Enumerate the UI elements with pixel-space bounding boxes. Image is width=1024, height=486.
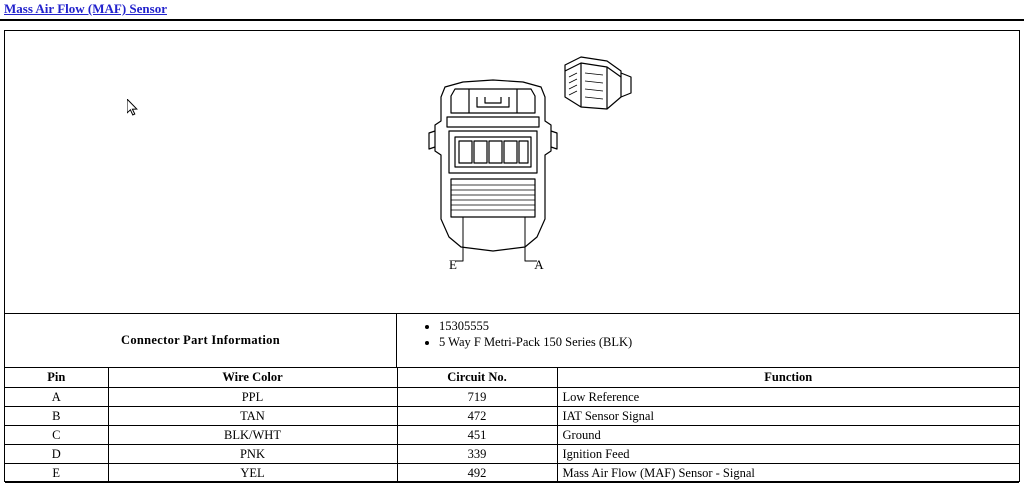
cell-function: Mass Air Flow (MAF) Sensor - Signal xyxy=(557,464,1019,483)
column-header-function: Function xyxy=(557,368,1019,388)
column-header-wire-color: Wire Color xyxy=(108,368,397,388)
cell-pin: A xyxy=(5,388,108,407)
cell-pin: B xyxy=(5,407,108,426)
page-title-link[interactable]: Mass Air Flow (MAF) Sensor xyxy=(4,1,167,16)
cell-circuit-no: 339 xyxy=(397,445,557,464)
cell-function: IAT Sensor Signal xyxy=(557,407,1019,426)
connector-part-information-label-cell xyxy=(5,314,397,367)
cell-wire-color: TAN xyxy=(108,407,397,426)
table-row xyxy=(5,388,1019,407)
connector-part-information-row xyxy=(5,314,1019,368)
table-row xyxy=(5,464,1019,483)
callout-label-e: E xyxy=(449,257,457,272)
connector-diagram-area xyxy=(5,31,1019,314)
cell-pin: C xyxy=(5,426,108,445)
list-item: • 5 Way F Metri-Pack 150 Series (BLK) xyxy=(439,334,1019,350)
cell-wire-color: BLK/WHT xyxy=(108,426,397,445)
cell-circuit-no: 492 xyxy=(397,464,557,483)
column-header-pin: Pin xyxy=(5,368,108,388)
cell-circuit-no: 472 xyxy=(397,407,557,426)
cell-pin: D xyxy=(5,445,108,464)
cell-wire-color: PNK xyxy=(108,445,397,464)
pin-assignment-table xyxy=(5,368,1019,483)
connector-illustration xyxy=(385,51,685,301)
cell-wire-color: PPL xyxy=(108,388,397,407)
connector-part-information-label: Connector Part Information xyxy=(121,333,280,347)
list-item: • 15305555 xyxy=(439,318,1019,334)
mouse-cursor-icon xyxy=(127,99,139,117)
column-header-circuit-no: Circuit No. xyxy=(397,368,557,388)
callout-label-a: A xyxy=(534,257,544,272)
table-row xyxy=(5,426,1019,445)
cell-function: Ignition Feed xyxy=(557,445,1019,464)
table-row xyxy=(5,407,1019,426)
cell-function: Low Reference xyxy=(557,388,1019,407)
table-header-row xyxy=(5,368,1019,388)
connector-part-information-values xyxy=(397,314,1019,367)
cell-function: Ground xyxy=(557,426,1019,445)
content-frame xyxy=(4,30,1020,482)
header-divider xyxy=(0,19,1024,21)
cell-pin: E xyxy=(5,464,108,483)
cell-circuit-no: 451 xyxy=(397,426,557,445)
cell-circuit-no: 719 xyxy=(397,388,557,407)
cell-wire-color: YEL xyxy=(108,464,397,483)
table-row xyxy=(5,445,1019,464)
